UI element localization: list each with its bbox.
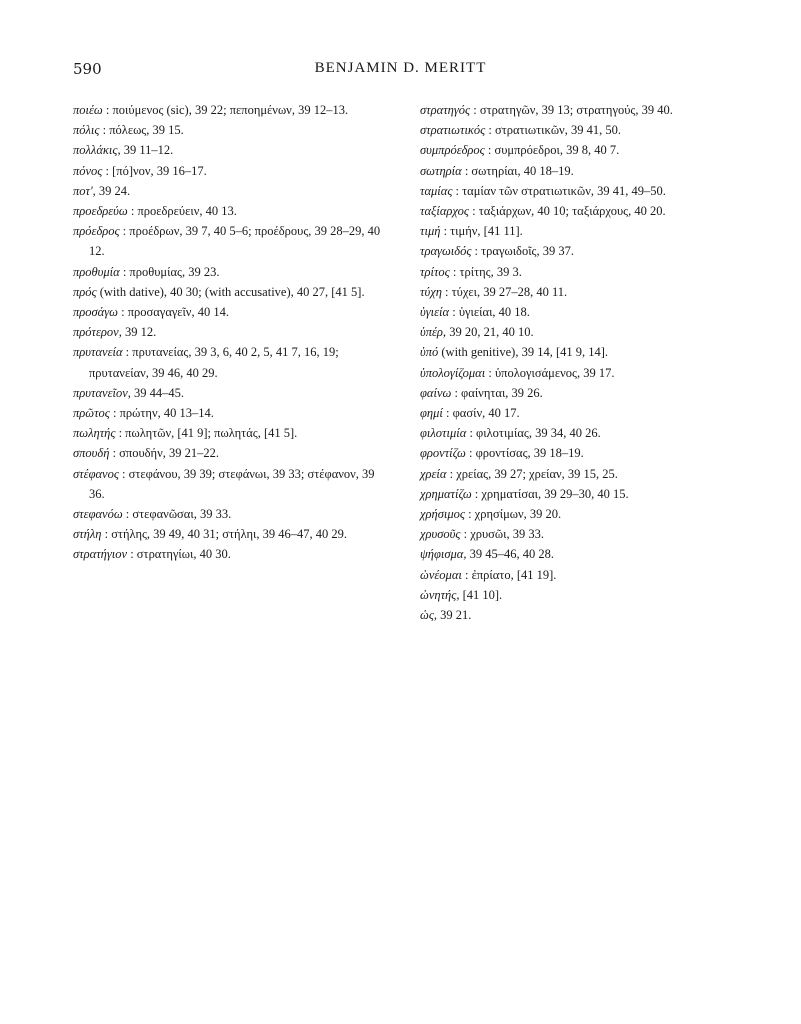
index-references: : προέδρων, 39 7, 40 5–6; προέδρους, 39 28–29, 40 12. xyxy=(89,224,381,259)
index-references: [41 10]. xyxy=(459,587,503,602)
index-entry xyxy=(73,383,387,403)
index-entry xyxy=(420,342,738,362)
index-entry xyxy=(73,140,387,160)
index-lemma: ποιέω xyxy=(73,103,103,117)
index-references: : χρείας, 39 27; χρείαν, 39 15, 25. xyxy=(446,466,618,481)
index-entry xyxy=(73,524,387,544)
index-references: : πόλεως, 39 15. xyxy=(99,123,184,138)
index-entry xyxy=(420,565,738,585)
index-references: : στήλης, 39 49, 40 31; στήληι, 39 46–47, 40 29. xyxy=(101,527,348,542)
index-references: 39 45–46, 40 28. xyxy=(466,547,554,562)
index-references: : φιλοτιμίας, 39 34, 40 26. xyxy=(466,426,601,441)
index-column-left xyxy=(73,100,387,565)
index-lemma: ὡς, xyxy=(420,608,438,623)
index-entry xyxy=(73,504,387,524)
index-entry xyxy=(420,322,738,342)
index-references: : προσαγαγεῖν, 40 14. xyxy=(118,305,229,320)
index-entry xyxy=(420,383,738,403)
index-references: 39 44–45. xyxy=(130,385,185,400)
index-references: : προεδρεύειν, 40 13. xyxy=(127,204,237,219)
page-number: 590 xyxy=(73,60,102,78)
index-entry xyxy=(73,120,387,140)
index-entry xyxy=(73,403,387,423)
index-entry xyxy=(420,403,738,423)
index-references: : στρατιωτικῶν, 39 41, 50. xyxy=(485,123,621,138)
index-entry xyxy=(420,201,738,221)
index-references: : φαίνηται, 39 26. xyxy=(451,385,543,400)
index-references: : στεφάνου, 39 39; στεφάνωι, 39 33; στέφανον, 39 36. xyxy=(89,466,375,501)
index-entry xyxy=(420,585,738,605)
index-lemma: στρατηγός xyxy=(420,103,471,117)
index-lemma: στρατιωτικός xyxy=(420,123,486,138)
index-entry xyxy=(420,504,738,524)
index-references: : τραγωιδοῖς, 39 37. xyxy=(471,244,575,259)
index-entry xyxy=(73,342,387,382)
index-lemma: στήλη xyxy=(73,527,102,542)
index-lemma: στρατήγιον xyxy=(73,547,128,562)
index-entry xyxy=(420,140,738,160)
index-lemma: πόνος xyxy=(73,163,103,178)
index-lemma: προσάγω xyxy=(73,305,118,320)
index-entry xyxy=(420,241,738,261)
index-lemma: πρυτανεῖον, xyxy=(73,385,131,400)
index-references: : προθυμίας, 39 23. xyxy=(119,264,220,279)
index-lemma: πρόεδρος xyxy=(73,224,120,239)
index-references: : ἐπρίατο, [41 19]. xyxy=(461,567,557,582)
index-lemma: πόλις xyxy=(73,123,100,138)
index-references: : ταμίαν τῶν στρατιωτικῶν, 39 41, 49–50. xyxy=(452,183,666,198)
index-lemma: χρήσιμος xyxy=(420,507,465,522)
index-entry xyxy=(420,302,738,322)
index-lemma: τραγωιδός xyxy=(420,244,472,259)
index-references: : στεφανῶσαι, 39 33. xyxy=(122,507,232,522)
index-references: : φασίν, 40 17. xyxy=(442,406,520,421)
index-lemma: ψήφισμα, xyxy=(420,547,467,562)
index-references: : ποιύμενος (sic), 39 22; πεποημένων, 39 12–13. xyxy=(102,103,349,117)
index-lemma: φιλοτιμία xyxy=(420,426,467,441)
index-lemma: ὑπολογίζομαι xyxy=(420,365,486,380)
index-references: : πρυτανείας, 39 3, 6, 40 2, 5, 41 7, 16, 19; πρυτανείαν, 39 46, 40 29. xyxy=(89,345,339,380)
index-lemma: στέφανος xyxy=(73,466,119,481)
index-references: 39 21. xyxy=(437,608,472,623)
index-lemma: ὑπέρ, xyxy=(420,325,447,340)
index-references: : πωλητῶν, [41 9]; πωλητάς, [41 5]. xyxy=(115,426,298,441)
index-lemma: τρίτος xyxy=(420,264,450,279)
index-lemma: σπουδή xyxy=(73,446,110,461)
index-entry xyxy=(73,201,387,221)
index-entry xyxy=(420,363,738,383)
index-entry xyxy=(73,423,387,443)
index-lemma: φημί xyxy=(420,406,443,421)
index-entry xyxy=(420,100,738,120)
index-entry xyxy=(420,181,738,201)
index-lemma: πρυτανεία xyxy=(73,345,123,360)
index-entry xyxy=(73,443,387,463)
index-references: : τιμήν, [41 11]. xyxy=(440,224,523,239)
index-references: : τύχει, 39 27–28, 40 11. xyxy=(441,284,568,299)
index-lemma: χρηματίζω xyxy=(420,486,472,501)
index-lemma: φροντίζω xyxy=(420,446,466,461)
index-lemma: προεδρεύω xyxy=(73,204,128,219)
index-lemma: συμπρόεδρος xyxy=(420,143,485,158)
index-references: (with genitive), 39 14, [41 9, 14]. xyxy=(438,345,609,360)
index-lemma: ὠνητής, xyxy=(420,587,460,602)
index-entry xyxy=(420,544,738,564)
index-entry xyxy=(420,443,738,463)
index-lemma: ὑπό xyxy=(420,345,439,360)
index-entry xyxy=(73,100,387,120)
index-entry xyxy=(420,262,738,282)
index-lemma: πωλητής xyxy=(73,426,116,441)
index-references: : πρώτην, 40 13–14. xyxy=(109,406,214,421)
index-references: : στρατηγῶν, 39 13; στρατηγούς, 39 40. xyxy=(470,103,673,117)
index-entry xyxy=(73,282,387,302)
index-lemma: σωτηρία xyxy=(420,163,462,178)
index-references: : ὑπολογισάμενος, 39 17. xyxy=(485,365,615,380)
index-entry xyxy=(420,120,738,140)
index-lemma: πρός xyxy=(73,284,97,299)
running-title: BENJAMIN D. MERITT xyxy=(314,60,487,76)
index-references: : σπουδήν, 39 21–22. xyxy=(109,446,219,461)
index-references: : ὑγιείαι, 40 18. xyxy=(449,305,530,320)
index-references: 39 11–12. xyxy=(120,143,174,158)
index-references: : συμπρόεδροι, 39 8, 40 7. xyxy=(484,143,620,158)
index-lemma: ποτ', xyxy=(73,183,96,198)
index-references: (with dative), 40 30; (with accusative), 40 27, [41 5]. xyxy=(96,284,365,299)
index-entry xyxy=(73,464,387,504)
index-references: : φροντίσας, 39 18–19. xyxy=(465,446,584,461)
index-references: : χρησίμων, 39 20. xyxy=(464,507,562,522)
index-entry xyxy=(420,464,738,484)
index-entry xyxy=(420,524,738,544)
index-references: : στρατηγίωι, 40 30. xyxy=(127,547,231,562)
index-references: : σωτηρίαι, 40 18–19. xyxy=(461,163,574,178)
index-column-right xyxy=(420,100,738,625)
index-references: 39 20, 21, 40 10. xyxy=(446,325,534,340)
index-entry xyxy=(420,161,738,181)
index-entry xyxy=(73,161,387,181)
index-lemma: χρυσοῦς xyxy=(420,527,461,542)
index-references: 39 12. xyxy=(121,325,157,340)
index-lemma: φαίνω xyxy=(420,385,452,400)
index-lemma: ὑγιεία xyxy=(420,305,450,320)
index-references: 39 24. xyxy=(95,183,131,198)
index-entry xyxy=(73,302,387,322)
index-references: : τρίτης, 39 3. xyxy=(449,264,522,279)
index-entry xyxy=(420,423,738,443)
index-references: : [πό]νον, 39 16–17. xyxy=(102,163,207,178)
index-lemma: ὠνέομαι xyxy=(420,567,462,582)
index-entry xyxy=(73,322,387,342)
index-lemma: πολλάκις, xyxy=(73,143,121,158)
index-lemma: ταμίας xyxy=(420,183,453,198)
index-entry xyxy=(420,484,738,504)
index-lemma: χρεία xyxy=(420,466,447,481)
index-lemma: στεφανόω xyxy=(73,507,123,522)
index-entry xyxy=(420,221,738,241)
page-header xyxy=(0,60,801,84)
index-references: : ταξιάρχων, 40 10; ταξιάρχους, 40 20. xyxy=(468,204,666,219)
index-entry xyxy=(73,262,387,282)
index-lemma: προθυμία xyxy=(73,264,120,279)
index-lemma: ταξίαρχος xyxy=(420,204,469,219)
index-lemma: πρότερον, xyxy=(73,325,122,340)
index-entry xyxy=(420,605,738,625)
index-entry xyxy=(73,221,387,261)
index-references: : χρυσῶι, 39 33. xyxy=(460,527,544,542)
index-entry xyxy=(73,544,387,564)
index-entry xyxy=(73,181,387,201)
index-lemma: πρῶτος xyxy=(73,406,110,421)
index-lemma: τύχη xyxy=(420,284,442,299)
index-lemma: τιμή xyxy=(420,224,441,239)
index-references: : χρηματίσαι, 39 29–30, 40 15. xyxy=(471,486,629,501)
index-entry xyxy=(420,282,738,302)
